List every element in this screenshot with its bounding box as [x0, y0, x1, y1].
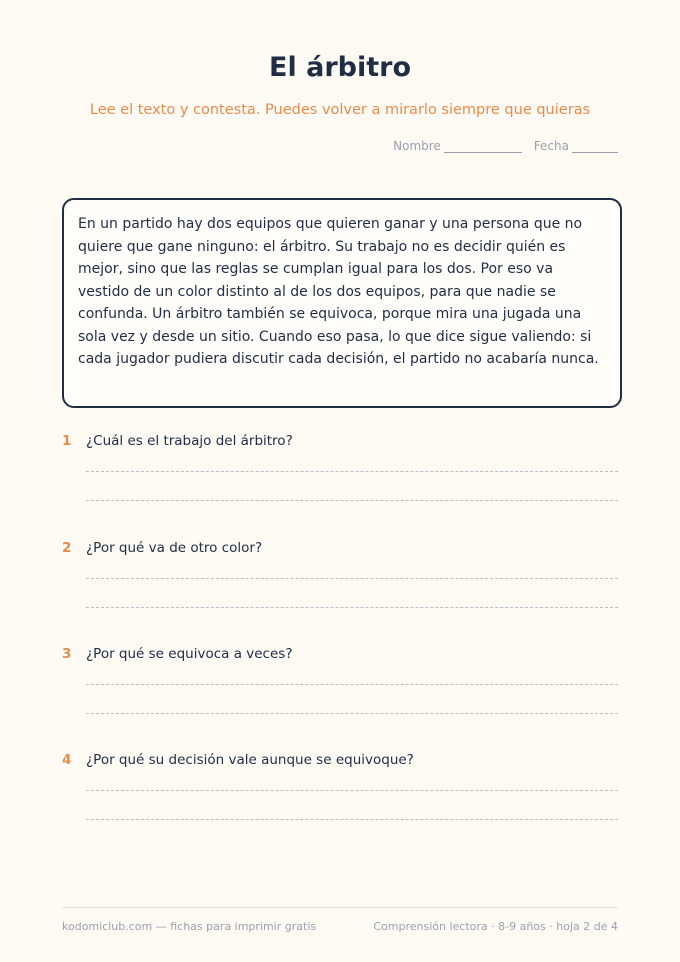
question-text: ¿Por qué va de otro color? — [86, 540, 263, 556]
question-number: 2 — [62, 540, 72, 556]
question-text: ¿Por qué su decisión vale aunque se equivoque? — [86, 752, 414, 768]
question-3 — [62, 646, 618, 662]
answer-line[interactable] — [86, 607, 618, 608]
answer-line[interactable] — [86, 471, 618, 472]
name-blank[interactable] — [444, 141, 522, 153]
question-1 — [62, 433, 618, 449]
date-blank[interactable] — [572, 141, 618, 153]
answer-line[interactable] — [86, 819, 618, 820]
question-number: 3 — [62, 646, 72, 662]
answer-line[interactable] — [86, 578, 618, 579]
date-label: Fecha — [533, 139, 569, 153]
footer-divider — [62, 907, 618, 908]
question-number: 1 — [62, 433, 72, 449]
answer-line[interactable] — [86, 500, 618, 501]
footer — [62, 920, 618, 933]
footer-sheet-info: Comprensión lectora · 8-9 años · hoja 2 de 4 — [373, 920, 618, 933]
answer-line[interactable] — [86, 790, 618, 791]
reading-passage: En un partido hay dos equipos que quieren ganar y una persona que no quiere que gane ninguno: el árbitro. Su trabajo no es decidir quién es mejor, sino que las reglas se cumplan igual para los dos. Por eso va vestido de un color distinto al de los dos equipos, para que nadie se confunda. Un árbitro también se equivoca, porque mira una jugada una sola vez y desde un sitio. Cuando eso pasa, lo que dice sigue valiendo: si cada jugador pudiera discutir cada decisión, el partido no acabaría nunca. — [78, 216, 599, 367]
question-4 — [62, 752, 618, 768]
page-title: El árbitro — [269, 52, 411, 83]
question-text: ¿Por qué se equivoca a veces? — [86, 646, 293, 662]
question-text: ¿Cuál es el trabajo del árbitro? — [86, 433, 293, 449]
name-label: Nombre — [393, 139, 441, 153]
footer-site: kodomiclub.com — fichas para imprimir gratis — [62, 920, 317, 933]
question-number: 4 — [62, 752, 72, 768]
name-date-fields — [393, 139, 618, 153]
instructions: Lee el texto y contesta. Puedes volver a mirarlo siempre que quieras — [89, 102, 591, 118]
answer-line[interactable] — [86, 684, 618, 685]
answer-line[interactable] — [86, 713, 618, 714]
question-2 — [62, 540, 618, 556]
reading-passage-box — [62, 198, 622, 408]
